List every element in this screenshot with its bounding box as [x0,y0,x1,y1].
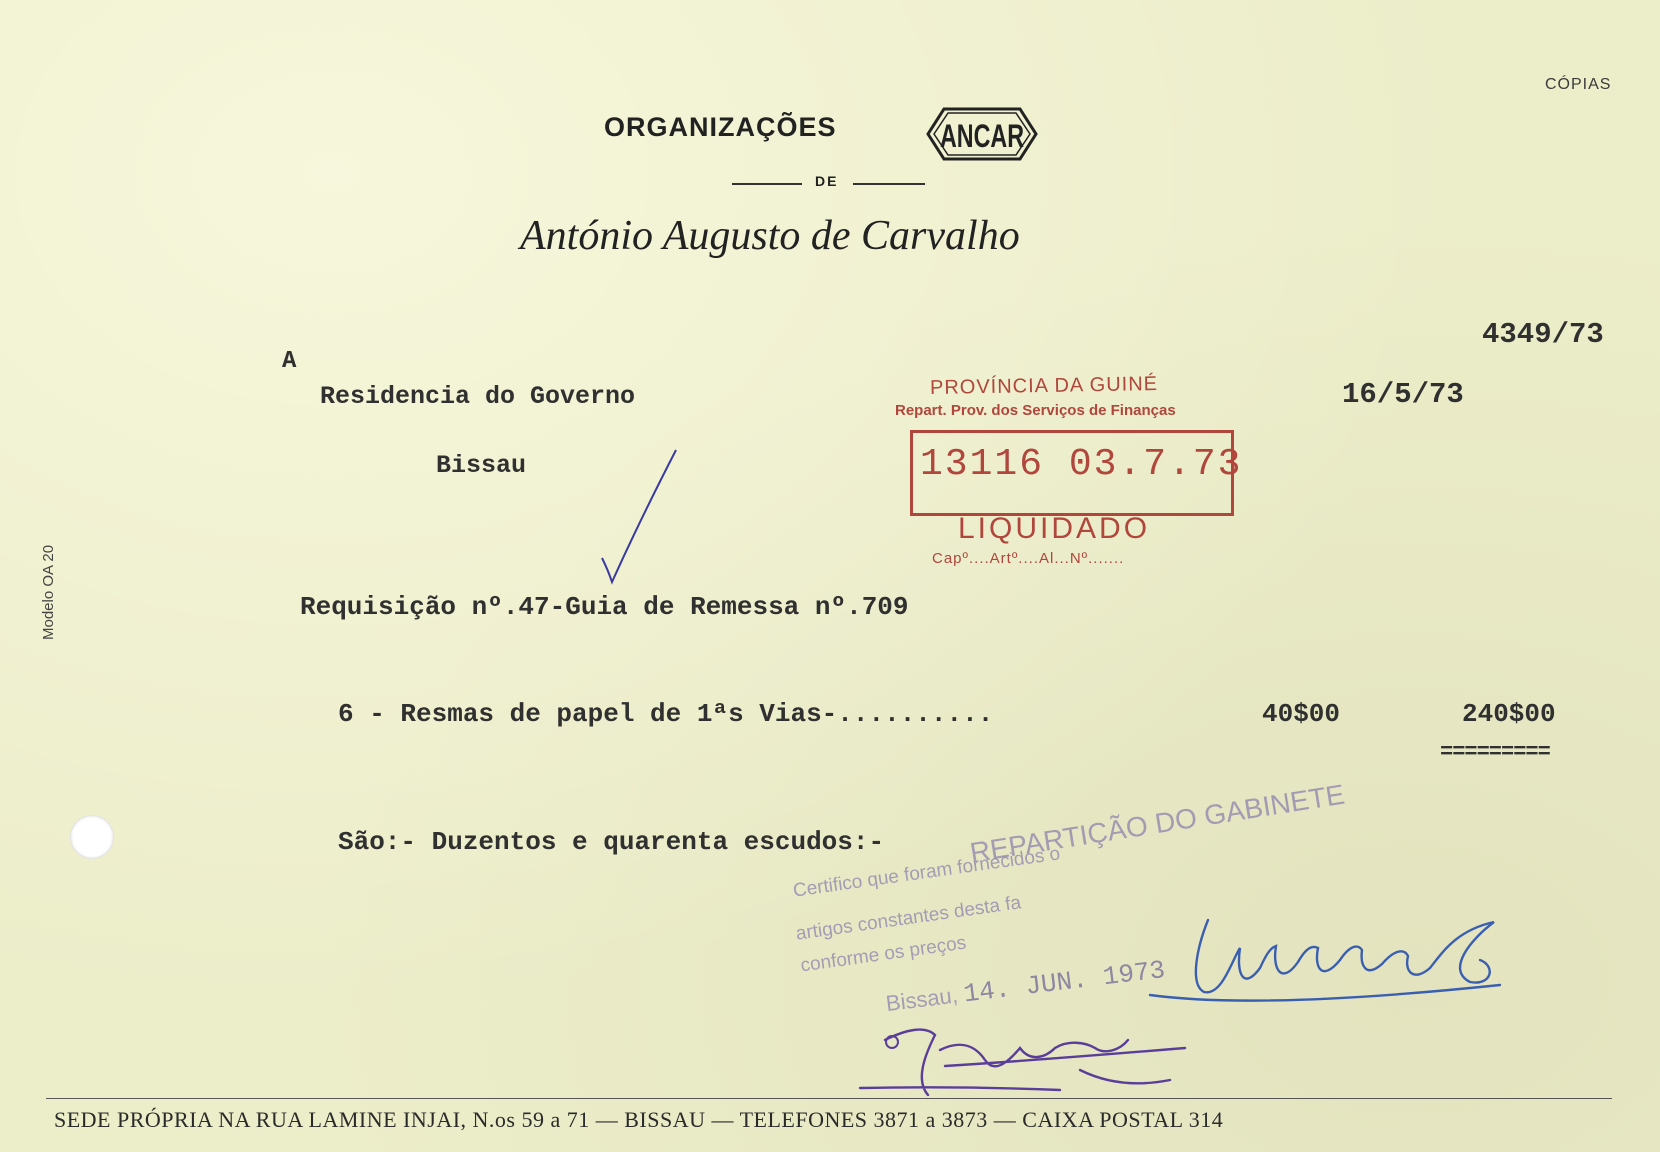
amount-in-words: São:- Duzentos e quarenta escudos:- [338,827,885,857]
purple-signature [860,1030,1185,1095]
copies-label: CÓPIAS [1545,76,1612,93]
blue-signature [1150,920,1500,1001]
footer-address: SEDE PRÓPRIA NA RUA LAMINE INJAI, N.os 59 a 71 — BISSAU — TELEFONES 3871 a 3873 — CAIXA POSTAL 314 [54,1107,1224,1132]
document-date: 16/5/73 [1342,378,1464,411]
purple-stamp-line-3: conforme os preços [799,932,968,977]
check-mark [602,450,676,582]
item-line: 6 - Resmas de papel de 1ªs Vias-.......... [338,699,994,729]
connector-de: DE [815,173,839,189]
total-amount: 240$00 [1462,699,1556,729]
double-rule: ========= [1440,740,1550,765]
red-stamp-department: Repart. Prov. dos Serviços de Finanças [895,402,1176,419]
addressee-prefix: A [282,348,297,375]
document-number: 4349/73 [1482,318,1604,351]
requisition-line: Requisição nº.47-Guia de Remessa nº.709 [300,592,909,622]
owner-name: António Augusto de Carvalho [520,213,1020,259]
purple-stamp-place: Bissau, [884,982,960,1017]
purple-stamp-line-1: Certifico que foram fornecidos o [791,843,1062,902]
addressee-line-2: Bissau [436,451,527,480]
purple-stamp-date: 14. JUN. 1973 [961,954,1167,1010]
red-stamp-province: PROVÍNCIA DA GUINÉ [929,373,1159,399]
purple-stamp-line-2: artigos constantes desta fa [794,892,1023,945]
addressee-line-1: Residencia do Governo [320,382,636,411]
purple-stamp-title: REPARTIÇÃO DO GABINETE [967,778,1347,869]
red-stamp-status: LIQUIDADO [958,512,1151,545]
logo-text: ANCAR [940,118,1024,154]
model-label: Modelo OA 20 [40,544,57,640]
org-title: ORGANIZAÇÕES [604,112,837,142]
red-stamp-reference: Capº....Artº....Al...Nº....... [932,550,1125,567]
red-stamp-number: 13116 03.7.73 [920,443,1243,486]
unit-price: 40$00 [1262,699,1341,729]
footer-rule [46,1098,1612,1099]
